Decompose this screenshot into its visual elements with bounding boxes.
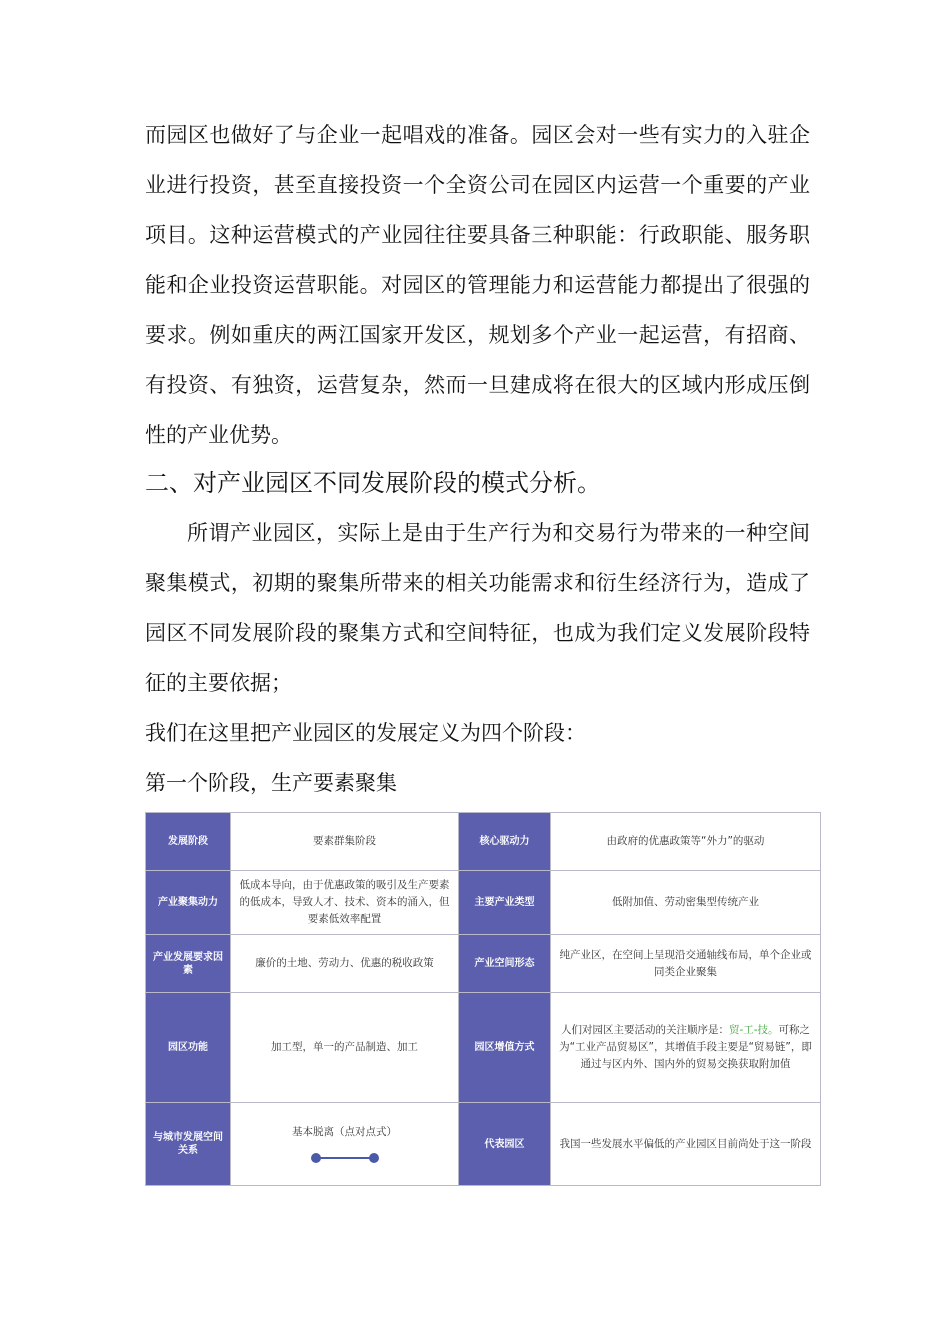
highlight-text: 贸-工-技。 <box>728 1024 779 1036</box>
table-cell: 加工型，单一的产品制造、加工 <box>231 993 459 1103</box>
paragraph-2: 所谓产业园区，实际上是由于生产行为和交易行为带来的一种空间聚集模式，初期的聚集所带来的相关功能需求和衍生经济行为，造成了园区不同发展阶段的聚集方式和空间特征，也成为我们定义发展阶段特征的主要依据； <box>145 521 810 695</box>
cell-text: 基本脱离（点对点式） <box>292 1125 397 1138</box>
table-header-cell: 园区功能 <box>146 993 231 1103</box>
table-row <box>146 871 821 935</box>
table-header-cell: 发展阶段 <box>146 813 231 871</box>
point-to-point-connector-icon <box>310 1151 380 1165</box>
table-header-cell: 园区增值方式 <box>459 993 551 1103</box>
table-header-cell: 主要产业类型 <box>459 871 551 935</box>
table-cell: 由政府的优惠政策等“外力”的驱动 <box>551 813 821 871</box>
table-cell: 纯产业区，在空间上呈现沿交通轴线布局，单个企业或同类企业聚集 <box>551 935 821 993</box>
cell-text: 可称之为“工业产品贸易区”，其增值手段主要是“贸易链”，即通过与区内外、国内外的贸易交换获取附加值 <box>559 1024 812 1070</box>
table-row <box>146 993 821 1103</box>
table-row <box>146 935 821 993</box>
table-cell: 低附加值、劳动密集型传统产业 <box>551 871 821 935</box>
stages-intro: 我们在这里把产业园区的发展定义为四个阶段： <box>145 721 586 745</box>
stage-1-title: 第一个阶段，生产要素聚集 <box>145 771 397 795</box>
table-header-cell: 产业聚集动力 <box>146 871 231 935</box>
cell-text: 人们对园区主要活动的关注顺序是： <box>560 1024 729 1036</box>
table-cell: 我国一些发展水平偏低的产业园区目前尚处于这一阶段 <box>551 1103 821 1186</box>
table-cell: 低成本导向，由于优惠政策的吸引及生产要素的低成本，导致人才、技术、资本的涌入，但要素低效率配置 <box>231 871 459 935</box>
table-header-cell: 产业发展要求因素 <box>146 935 231 993</box>
table-header-cell: 代表园区 <box>459 1103 551 1186</box>
table-cell: 廉价的土地、劳动力、优惠的税收政策 <box>231 935 459 993</box>
stage-table <box>145 812 821 1186</box>
table-header-cell: 核心驱动力 <box>459 813 551 871</box>
table-row <box>146 1103 821 1186</box>
table-cell <box>551 993 821 1103</box>
paragraph-1: 而园区也做好了与企业一起唱戏的准备。园区会对一些有实力的入驻企业进行投资，甚至直接投资一个全资公司在园区内运营一个重要的产业项目。这种运营模式的产业园往往要具备三种职能：行政职能、服务职能和企业投资运营职能。对园区的管理能力和运营能力都提出了很强的要求。例如重庆的两江国家开发区，规划多个产业一起运营，有招商、有投资、有独资，运营复杂，然而一旦建成将在很大的区域内形成压倒性的产业优势。 <box>145 123 810 447</box>
table-cell <box>231 1103 459 1186</box>
section-heading: 二、对产业园区不同发展阶段的模式分析。 <box>145 469 601 497</box>
table-header-cell: 产业空间形态 <box>459 935 551 993</box>
table-row <box>146 813 821 871</box>
table-cell: 要素群集阶段 <box>231 813 459 871</box>
table-header-cell: 与城市发展空间关系 <box>146 1103 231 1186</box>
